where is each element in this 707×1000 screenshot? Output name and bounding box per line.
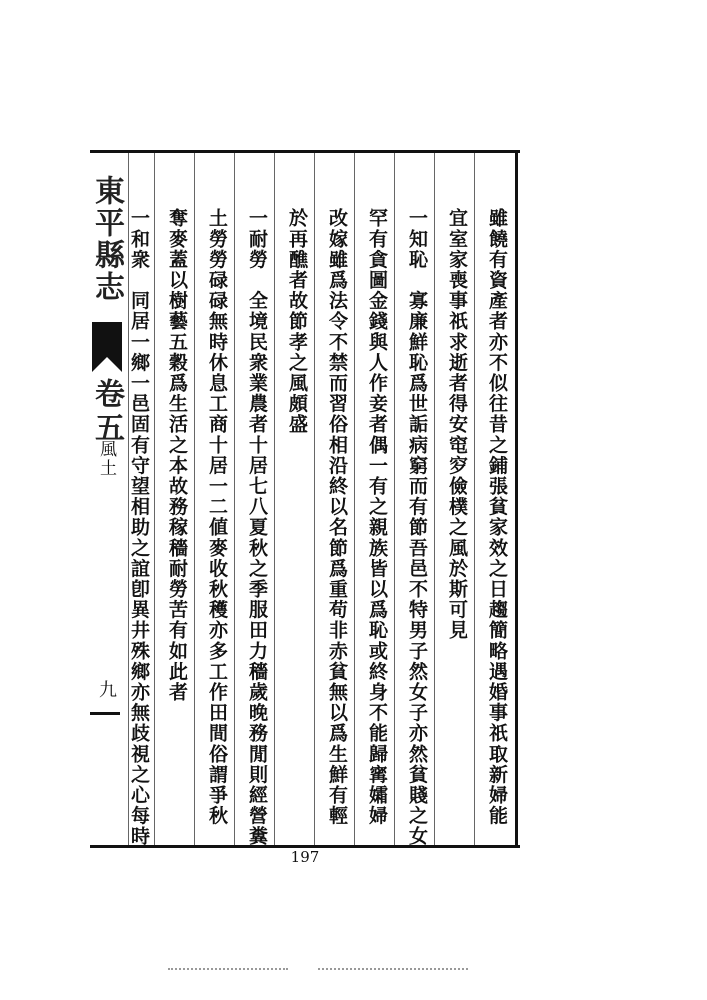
column-rule [194,153,195,845]
column-rule [314,153,315,845]
page-number: 197 [290,848,320,866]
fish-tail-mark-icon [92,322,122,372]
frame-right-border [515,150,518,848]
column-rule [154,153,155,845]
leaf-mark-rule [90,712,120,715]
text-column: 一和衆 同居一鄉一邑固有守望相助之誼卽異井殊鄉亦無歧視之心每時 [128,208,150,847]
book-title: 東平縣志 [89,175,124,303]
column-rule [434,153,435,845]
leaf-number: 九 [96,680,117,698]
text-column: 奪麥蓋以樹藝五穀爲生活之本故務稼穡耐勞苦有如此者 [166,208,188,703]
column-rule [234,153,235,845]
column-rule [474,153,475,845]
section-label: 風土 [96,440,116,478]
text-column: 於再醮者故節孝之風頗盛 [286,208,308,435]
column-rule [394,153,395,845]
text-column: 宜室家喪事祇求逝者得安窀穸儉樸之風於斯可見 [446,208,468,641]
scan-artifact [318,968,468,970]
text-column: 罕有貪圖金錢與人作妾者偶一有之親族皆以爲恥或終身不能歸寗孀婦 [366,208,388,826]
scan-artifact [168,968,288,970]
text-column: 雖饒有資產者亦不似往昔之鋪張貧家效之日趨簡略遇婚事祇取新婦能 [486,208,508,826]
text-column: 一知恥 寡廉鮮恥爲世詬病窮而有節吾邑不特男子然女子亦然貧賤之女 [406,208,428,847]
text-column: 改嫁雖爲法令不禁而習俗相沿終以名節爲重苟非赤貧無以爲生鮮有輕 [326,208,348,826]
text-column: 土勞勞碌碌無時休息工商十居一二値麥收秋穫亦多工作田間俗謂爭秋 [206,208,228,826]
text-column: 一耐勞 全境民衆業農者十居七八夏秋之季服田力穡歲晚務閒則經營糞 [246,208,268,847]
column-rule [354,153,355,845]
column-rule [274,153,275,845]
volume-label: 卷五 [89,378,124,446]
